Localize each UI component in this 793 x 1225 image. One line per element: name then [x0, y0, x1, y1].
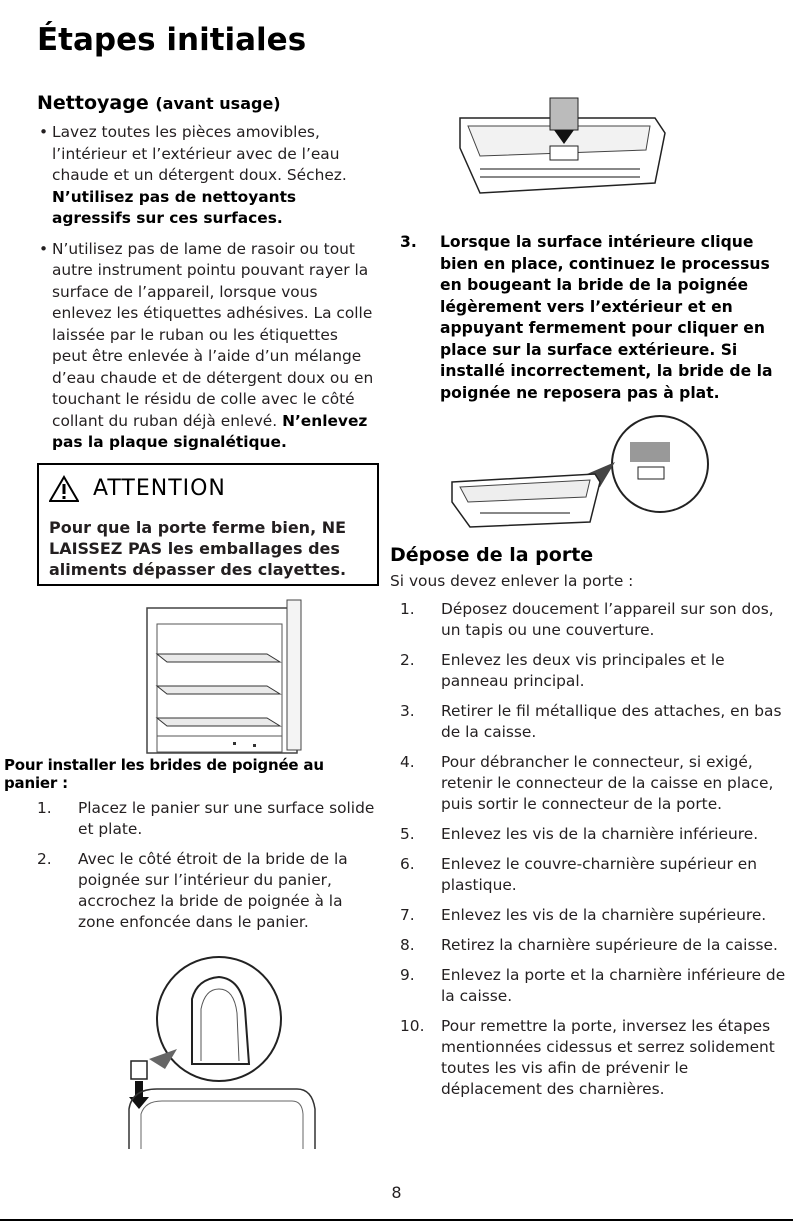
cleaning-heading [37, 92, 377, 114]
step-text: Pour remettre la porte, inversez les étapes mentionnées cidessus et serrez solidement toutes les vis afin de prévenir le déplacement des charnières. [441, 1017, 775, 1098]
cleaning-bullet-1-warning: N’utilisez pas de nettoyants agressifs sur ces surfaces. [52, 187, 297, 227]
door-step-4 [400, 752, 790, 815]
cleaning-bullet-1-text: Lavez toutes les pièces amovibles, l’intérieur et l’extérieur avec de l’eau chaude et un détergent doux. Séchez. [52, 123, 347, 184]
step-number: 7. [400, 906, 415, 924]
page-number: 8 [391, 1183, 402, 1202]
step-number: 2. [37, 849, 52, 868]
cleaning-bullet-1 [37, 122, 377, 230]
step-text: Retirez la charnière supérieure de la caisse. [441, 936, 778, 954]
basket-step-2 [37, 849, 377, 933]
door-step-7 [400, 905, 790, 926]
basket-step-1 [37, 798, 377, 840]
step-number: 1. [400, 600, 415, 618]
door-step-3 [400, 701, 790, 743]
basket-installed-illustration [450, 412, 730, 532]
cleaning-list [37, 122, 377, 454]
step-text: Enlevez la porte et la charnière inférieure de la caisse. [441, 966, 786, 1005]
door-step-1 [400, 599, 790, 641]
step-number: 5. [400, 825, 415, 843]
door-step-2 [400, 650, 790, 692]
step-number: 4. [400, 753, 415, 771]
basket-install-heading: Pour installer les brides de poignée au panier : [4, 755, 324, 792]
cleaning-heading-sub: (avant usage) [155, 94, 281, 113]
step-text: Pour débrancher le connecteur, si exigé, retenir le connecteur de la caisse en place, puis sortir le connecteur de la porte. [441, 753, 774, 813]
door-removal-heading: Dépose de la porte [390, 544, 594, 566]
step-text: Enlevez les deux vis principales et le panneau principal. [441, 651, 725, 690]
step-text: Enlevez le couvre-charnière supérieur en plastique. [441, 855, 757, 894]
cleaning-heading-main: Nettoyage [37, 92, 149, 114]
step-text: Lorsque la surface intérieure clique bien en place, continuez le processus en bougeant la bride de la poignée légèrement vers l’extérieur et en appuyant fermement pour cliquer en place sur la surface extérieure. Si installé incorrectement, la bride de la poignée ne reposera pas à plat. [440, 233, 773, 402]
bottom-rule [0, 1219, 793, 1221]
step-number: 3. [400, 702, 415, 720]
step-text: Retirer le fil métallique des attaches, en bas de la caisse. [441, 702, 782, 741]
step-number: 1. [37, 798, 52, 817]
attention-title: ATTENTION [93, 476, 226, 501]
attention-header [49, 475, 367, 503]
cleaning-bullet-2-warning: N’enlevez pas la plaque signalétique. [52, 411, 368, 451]
cleaning-bullet-2-text: N’utilisez pas de lame de rasoir ou tout autre instrument pointu pouvant rayer la surface de l’appareil, lorsque vous enlevez les étiquettes adhésives. La colle laissée par le ruban ou les étiquettes peut être enlevée à l’aide d’un mélange d’eau chaude et de détergent doux ou en touchant le résidu de colle avec le côté collant du ruban déjà enlevé. [52, 239, 374, 430]
door-removal-intro: Si vous devez enlever la porte : [390, 572, 634, 590]
door-step-9 [400, 965, 790, 1007]
step-text: Enlevez les vis de la charnière inférieure. [441, 825, 759, 843]
page-title: Étapes initiales [37, 22, 307, 58]
attention-body: Pour que la porte ferme bien, NE LAISSEZ PAS les emballages des aliments dépasser des clayettes. [49, 517, 347, 579]
step-number: 6. [400, 855, 415, 873]
step-number: 8. [400, 936, 415, 954]
basket-step-3 [400, 232, 790, 404]
step-text: Enlevez les vis de la charnière supérieure. [441, 906, 767, 924]
step-text: Placez le panier sur une surface solide et plate. [78, 798, 375, 838]
door-step-10 [400, 1016, 790, 1100]
step-number: 9. [400, 966, 415, 984]
step-number: 10. [400, 1017, 425, 1035]
step-text: Avec le côté étroit de la bride de la poignée sur l’intérieur du panier, accrochez la bride de poignée à la zone enfoncée dans le panier. [78, 849, 348, 931]
step-number: 2. [400, 651, 415, 669]
door-step-5 [400, 824, 790, 845]
basket-steps-list [37, 798, 377, 933]
warning-triangle-icon [49, 475, 79, 503]
step-text: Déposez doucement l’appareil sur son dos, un tapis ou une couverture. [441, 600, 774, 639]
door-step-6 [400, 854, 790, 896]
handle-clip-illustration [37, 949, 377, 1149]
door-step-8 [400, 935, 790, 956]
step-number: 3. [400, 233, 417, 251]
basket-clip-illustration [450, 88, 670, 218]
fridge-shelves-illustration [37, 596, 377, 756]
door-steps-list [400, 599, 790, 1100]
left-column [4, 92, 377, 1149]
attention-box [37, 463, 379, 586]
cleaning-bullet-2 [37, 239, 377, 454]
right-column [390, 88, 790, 1109]
